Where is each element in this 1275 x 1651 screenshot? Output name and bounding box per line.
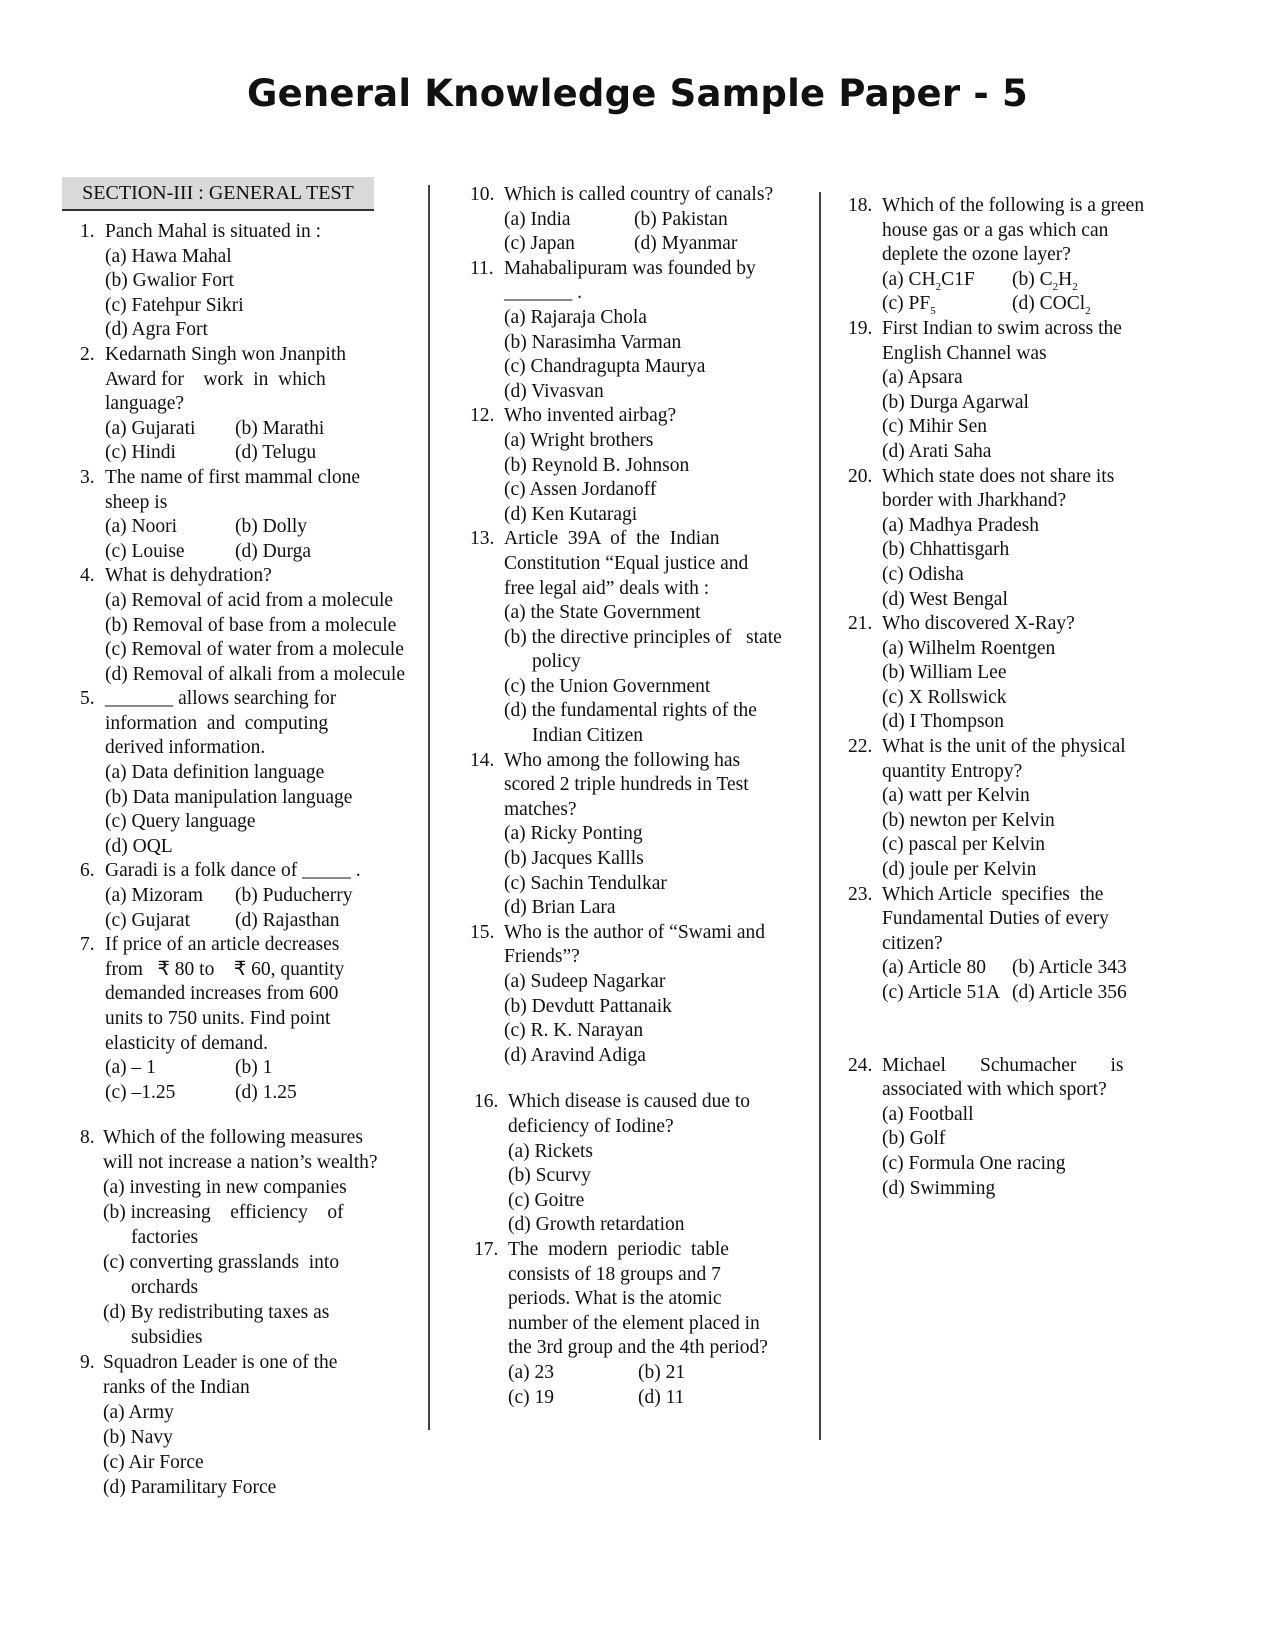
question-text: Article 39A of the Indian [504, 528, 720, 550]
option: (c) Louise [105, 540, 185, 562]
option: (d) Telugu [235, 442, 317, 464]
question-text: Who is the author of “Swami and [504, 921, 766, 943]
question-10 [470, 183, 805, 257]
subscript: 2 [1052, 280, 1059, 293]
option: (b) Data manipulation language [105, 786, 353, 808]
option: (c) Goitre [508, 1189, 585, 1211]
question-text: Which disease is caused due to [508, 1091, 751, 1113]
option: orchards [131, 1277, 199, 1299]
question-text: the 3rd group and the 4th period? [508, 1337, 768, 1359]
question-text: English Channel was [882, 342, 1047, 364]
question-5 [80, 687, 430, 859]
question-text: Which of the following measures [103, 1127, 363, 1149]
question-24 [848, 1054, 1158, 1202]
option: (c) Removal of water from a molecule [105, 639, 404, 661]
option: (d) Agra Fort [105, 319, 208, 341]
option [1012, 268, 1142, 293]
question-number: 11. [470, 257, 494, 279]
option: (b) William Lee [882, 662, 1007, 684]
option: (c) Air Force [103, 1452, 204, 1474]
subscript: 5 [930, 305, 936, 318]
question-text: Constitution “Equal justice and [504, 552, 749, 574]
option: factories [131, 1227, 199, 1249]
option: (c) R. K. Narayan [504, 1020, 644, 1042]
question-11 [470, 257, 805, 405]
option: (b) Narasimha Varman [504, 331, 682, 353]
question-number: 22. [848, 736, 873, 758]
question-3 [80, 466, 430, 564]
question-text: Which state does not share its [882, 465, 1115, 487]
option: (b) Puducherry [235, 885, 353, 907]
option-text: (a) CH [882, 268, 936, 290]
question-text: demanded increases from 600 [105, 983, 339, 1005]
option: Indian Citizen [532, 725, 644, 747]
question-number: 13. [470, 528, 495, 550]
question-7 [80, 933, 430, 1105]
question-2 [80, 343, 430, 466]
question-19 [848, 317, 1158, 465]
option: (a) Hawa Mahal [105, 245, 232, 267]
question-text: sheep is [105, 491, 168, 513]
question-number: 15. [470, 921, 495, 943]
option: (d) Durga [235, 540, 311, 562]
question-text: periods. What is the atomic [508, 1288, 722, 1310]
question-number: 6. [80, 860, 95, 882]
question-number: 20. [848, 465, 873, 487]
option: (c) pascal per Kelvin [882, 834, 1045, 856]
question-text: language? [105, 393, 185, 415]
option: (a) Removal of acid from a molecule [105, 589, 394, 611]
option: (c) Gujarat [105, 909, 190, 931]
question-number: 2. [80, 343, 95, 365]
question-text: citizen? [882, 932, 943, 954]
option: (b) Article 343 [1012, 957, 1127, 979]
option: (b) Chhattisgarh [882, 539, 1010, 561]
question-number: 24. [848, 1054, 873, 1076]
question-text: number of the element placed in [508, 1312, 760, 1334]
question-text: _______ . [504, 282, 582, 304]
option: (d) Brian Lara [504, 897, 616, 919]
page-title: General Knowledge Sample Paper - 5 [247, 72, 1028, 115]
question-text: Mahabalipuram was founded by [504, 257, 756, 279]
option: (b) Devdutt Pattanaik [504, 995, 672, 1017]
option: (a) India [504, 208, 571, 230]
option: (c) X Rollswick [882, 686, 1007, 708]
question-number: 19. [848, 317, 873, 339]
option-text: C1F [941, 268, 975, 290]
option: (d) the fundamental rights of the [504, 700, 757, 722]
option: (b) increasing efficiency of [103, 1202, 344, 1224]
question-number: 16. [474, 1091, 499, 1113]
question-text: Garadi is a folk dance of _____ . [105, 860, 361, 882]
question-text: free legal aid” deals with : [504, 577, 710, 599]
question-text: Panch Mahal is situated in : [105, 221, 322, 242]
option-text: (d) COCl [1012, 293, 1086, 315]
question-text: Fundamental Duties of every [882, 908, 1109, 930]
question-text: matches? [504, 798, 577, 820]
option: (d) West Bengal [882, 588, 1008, 610]
section-heading: SECTION-III : GENERAL TEST [62, 177, 374, 211]
option: (c) converting grasslands into [103, 1252, 340, 1274]
column-1 [80, 220, 430, 1500]
option: subsidies [131, 1327, 203, 1349]
question-text: associated with which sport? [882, 1079, 1107, 1101]
option: (c) Query language [105, 811, 256, 833]
option: (a) Sudeep Nagarkar [504, 971, 666, 992]
question-text: Who among the following has [504, 749, 741, 771]
option: (c) the Union Government [504, 675, 711, 697]
question-text: ranks of the Indian [103, 1377, 250, 1399]
option: (d) joule per Kelvin [882, 859, 1037, 881]
option: (d) Growth retardation [508, 1214, 685, 1236]
option: (c) Formula One racing [882, 1152, 1066, 1174]
column-3 [848, 194, 1158, 1201]
option: (a) the State Government [504, 602, 701, 624]
question-text: Which of the following is a green [882, 195, 1145, 216]
question-text: Which Article specifies the [882, 883, 1104, 905]
option: (d) Aravind Adiga [504, 1044, 646, 1066]
question-text: The modern periodic table [508, 1238, 729, 1260]
option: (d) 1.25 [235, 1081, 297, 1103]
question-text: Squadron Leader is one of the [103, 1352, 338, 1374]
option: (a) watt per Kelvin [882, 785, 1030, 807]
question-number: 12. [470, 405, 495, 427]
question-18 [848, 194, 1158, 317]
question-text: What is the unit of the physical [882, 736, 1126, 758]
option: (b) Navy [103, 1427, 173, 1449]
question-text: will not increase a nation’s wealth? [103, 1152, 378, 1174]
option: (a) Wright brothers [504, 429, 654, 451]
option: (d) Paramilitary Force [103, 1477, 277, 1499]
option: (a) Madhya Pradesh [882, 514, 1040, 536]
option: (b) 1 [235, 1057, 273, 1079]
question-text: elasticity of demand. [105, 1032, 268, 1054]
option: (a) Article 80 [882, 957, 986, 979]
question-number: 10. [470, 184, 495, 205]
option: (c) Chandragupta Maurya [504, 356, 706, 378]
question-13 [470, 527, 805, 748]
option [882, 292, 1012, 317]
question-text: Michael Schumacher is [882, 1054, 1124, 1076]
option: (a) Gujarati [105, 417, 196, 439]
option [882, 268, 1012, 293]
question-6 [80, 859, 430, 933]
option-text: (b) C [1012, 268, 1053, 290]
question-14 [470, 749, 805, 921]
column-divider-2 [819, 192, 821, 1440]
question-text: from ₹ 80 to ₹ 60, quantity [105, 958, 345, 980]
option: (a) Ricky Ponting [504, 823, 643, 845]
option: (b) Durga Agarwal [882, 391, 1029, 413]
subscript: 2 [1085, 305, 1091, 318]
question-number: 14. [470, 749, 495, 771]
question-number: 23. [848, 883, 873, 905]
question-number: 8. [80, 1127, 95, 1149]
option: (b) Reynold B. Johnson [504, 454, 690, 476]
column-2 [470, 183, 805, 1410]
option: (b) Dolly [235, 516, 308, 538]
option: (a) Noori [105, 516, 178, 538]
question-16 [470, 1090, 805, 1238]
question-text: deplete the ozone layer? [882, 244, 1071, 266]
option: (d) 11 [638, 1386, 685, 1408]
option: (d) OQL [105, 835, 173, 857]
option: (c) Odisha [882, 563, 964, 585]
question-number: 17. [474, 1238, 499, 1260]
option: (a) Data definition language [105, 762, 325, 784]
option: (d) By redistributing taxes as [103, 1302, 330, 1324]
question-23 [848, 883, 1158, 1006]
option: (a) Wilhelm Roentgen [882, 637, 1056, 659]
option: (d) Ken Kutaragi [504, 503, 638, 525]
question-text: Friends”? [504, 946, 580, 968]
option: (a) 23 [508, 1361, 555, 1383]
option: (d) Rajasthan [235, 909, 340, 931]
option: (a) investing in new companies [103, 1177, 347, 1199]
question-text: If price of an article decreases [105, 934, 340, 956]
option: (d) Swimming [882, 1177, 996, 1199]
option: (d) Arati Saha [882, 440, 992, 462]
question-9 [80, 1350, 430, 1500]
question-text: Who discovered X-Ray? [882, 613, 1075, 635]
option: (d) Removal of alkali from a molecule [105, 663, 405, 685]
option: (d) Article 356 [1012, 982, 1127, 1003]
option: (c) –1.25 [105, 1081, 176, 1103]
option: (a) Army [103, 1402, 174, 1424]
question-text: What is dehydration? [105, 565, 272, 587]
option: (c) Japan [504, 233, 575, 255]
option: (c) Article 51A [882, 982, 1001, 1003]
question-text: Who invented airbag? [504, 405, 677, 427]
option: (b) Gwalior Fort [105, 270, 234, 292]
option: (d) I Thompson [882, 711, 1005, 733]
question-21 [848, 612, 1158, 735]
option: (c) Mihir Sen [882, 416, 988, 438]
question-text: house gas or a gas which can [882, 219, 1109, 241]
question-1 [80, 220, 430, 343]
option: (a) Rajaraja Chola [504, 306, 647, 328]
option: (c) Fatehpur Sikri [105, 294, 244, 316]
option: (b) Golf [882, 1128, 946, 1150]
question-15 [470, 921, 805, 1069]
question-number: 3. [80, 466, 95, 488]
question-number: 18. [848, 195, 873, 216]
option: (b) Pakistan [634, 208, 728, 230]
option: (a) – 1 [105, 1057, 156, 1079]
question-text: The name of first mammal clone [105, 466, 361, 488]
question-number: 9. [80, 1352, 95, 1374]
option: (b) the directive principles of state [504, 626, 782, 648]
option: (b) 21 [638, 1361, 686, 1383]
option-text: H [1058, 268, 1073, 290]
option: (d) Vivasvan [504, 380, 604, 402]
question-text: deficiency of Iodine? [508, 1115, 674, 1137]
question-text: scored 2 triple hundreds in Test [504, 774, 749, 796]
question-number: 7. [80, 934, 95, 956]
question-text: information and computing [105, 712, 329, 734]
question-text: derived information. [105, 737, 266, 759]
question-text: _______ allows searching for [105, 688, 337, 710]
option: policy [532, 651, 581, 673]
option: (b) Marathi [235, 417, 325, 439]
question-number: 4. [80, 565, 95, 587]
subscript: 2 [935, 280, 942, 293]
option: (c) Hindi [105, 442, 176, 464]
option: (c) Assen Jordanoff [504, 479, 657, 501]
option: (c) Sachin Tendulkar [504, 872, 667, 894]
question-text: Kedarnath Singh won Jnanpith [105, 343, 347, 365]
question-text: border with Jharkhand? [882, 490, 1067, 512]
question-8 [80, 1125, 430, 1350]
option-text: (c) PF [882, 293, 931, 315]
question-text: Which is called country of canals? [504, 184, 774, 205]
question-text: Award for work in which [105, 368, 326, 390]
option: (a) Mizoram [105, 885, 203, 907]
question-4 [80, 564, 430, 687]
option: (a) Rickets [508, 1140, 594, 1162]
option: (c) 19 [508, 1386, 555, 1408]
question-20 [848, 465, 1158, 613]
question-number: 1. [80, 221, 95, 242]
subscript: 2 [1072, 280, 1078, 293]
question-number: 5. [80, 688, 95, 710]
option: (b) Scurvy [508, 1165, 591, 1187]
option [1012, 292, 1142, 317]
option: (b) Removal of base from a molecule [105, 614, 397, 636]
option: (b) newton per Kelvin [882, 809, 1055, 831]
question-number: 21. [848, 613, 873, 635]
question-text: consists of 18 groups and 7 [508, 1263, 721, 1285]
option: (d) Myanmar [634, 233, 738, 255]
option: (a) Apsara [882, 367, 963, 389]
question-12 [470, 404, 805, 527]
question-text: First Indian to swim across the [882, 317, 1122, 339]
question-text: units to 750 units. Find point [105, 1008, 331, 1029]
question-22 [848, 735, 1158, 883]
question-17 [470, 1238, 805, 1410]
question-text: quantity Entropy? [882, 760, 1023, 782]
option: (b) Jacques Kallls [504, 848, 644, 870]
option: (a) Football [882, 1103, 974, 1125]
